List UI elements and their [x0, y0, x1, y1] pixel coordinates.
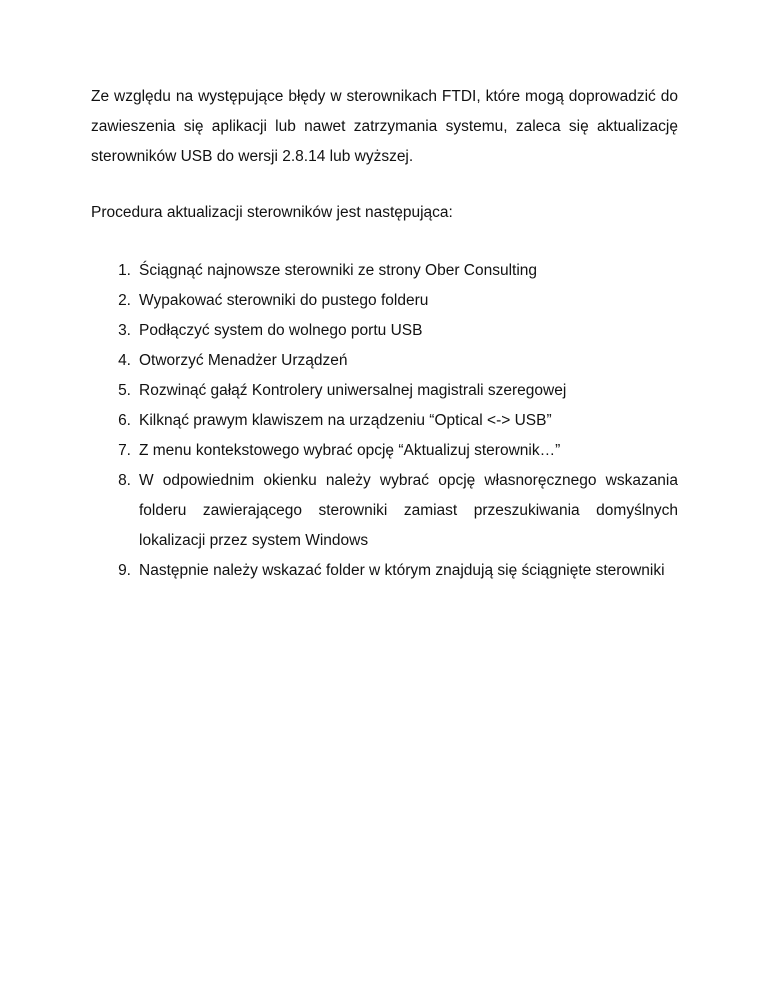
- step-number: 2.: [118, 292, 131, 309]
- step-number: 5.: [118, 382, 131, 399]
- list-item: [91, 256, 678, 286]
- step-number: 9.: [118, 562, 131, 579]
- step-number: 7.: [118, 442, 131, 459]
- intro-paragraph: Ze względu na występujące błędy w sterownikach FTDI, które mogą doprowadzić do zawieszenia się aplikacji lub nawet zatrzymania systemu, zaleca się aktualizację sterowników USB do wersji 2.8.14 lub wyższej.: [91, 88, 678, 165]
- step-text: W odpowiednim okienku należy wybrać opcję własnoręcznego wskazania folderu zawierającego sterowniki zamiast przeszukiwania domyślnych lokalizacji przez system Windows: [139, 472, 678, 549]
- list-item: [91, 436, 678, 466]
- step-text: Wypakować sterowniki do pustego folderu: [139, 292, 429, 309]
- list-item: [91, 316, 678, 346]
- step-text: Rozwinąć gałąź Kontrolery uniwersalnej magistrali szeregowej: [139, 382, 567, 399]
- step-text: Z menu kontekstowego wybrać opcję “Aktualizuj sterownik…”: [139, 442, 561, 459]
- step-number: 4.: [118, 352, 131, 369]
- step-text: Ściągnąć najnowsze sterowniki ze strony Ober Consulting: [139, 262, 538, 279]
- list-item: [91, 376, 678, 406]
- list-item: [91, 466, 678, 556]
- step-text: Otworzyć Menadżer Urządzeń: [139, 352, 348, 369]
- step-text: Podłączyć system do wolnego portu USB: [139, 322, 423, 339]
- step-text: Kilknąć prawym klawiszem na urządzeniu “Optical <-> USB”: [139, 412, 552, 429]
- steps-list: [91, 256, 678, 586]
- list-item: [91, 286, 678, 316]
- list-item: [91, 346, 678, 376]
- list-item: [91, 406, 678, 436]
- step-number: 6.: [118, 412, 131, 429]
- list-item: [91, 556, 678, 586]
- step-text: Następnie należy wskazać folder w którym znajdują się ściągnięte sterowniki: [139, 562, 665, 579]
- procedure-heading: Procedura aktualizacji sterowników jest następująca:: [91, 204, 453, 221]
- step-number: 1.: [118, 262, 131, 279]
- step-number: 3.: [118, 322, 131, 339]
- step-number: 8.: [118, 472, 131, 489]
